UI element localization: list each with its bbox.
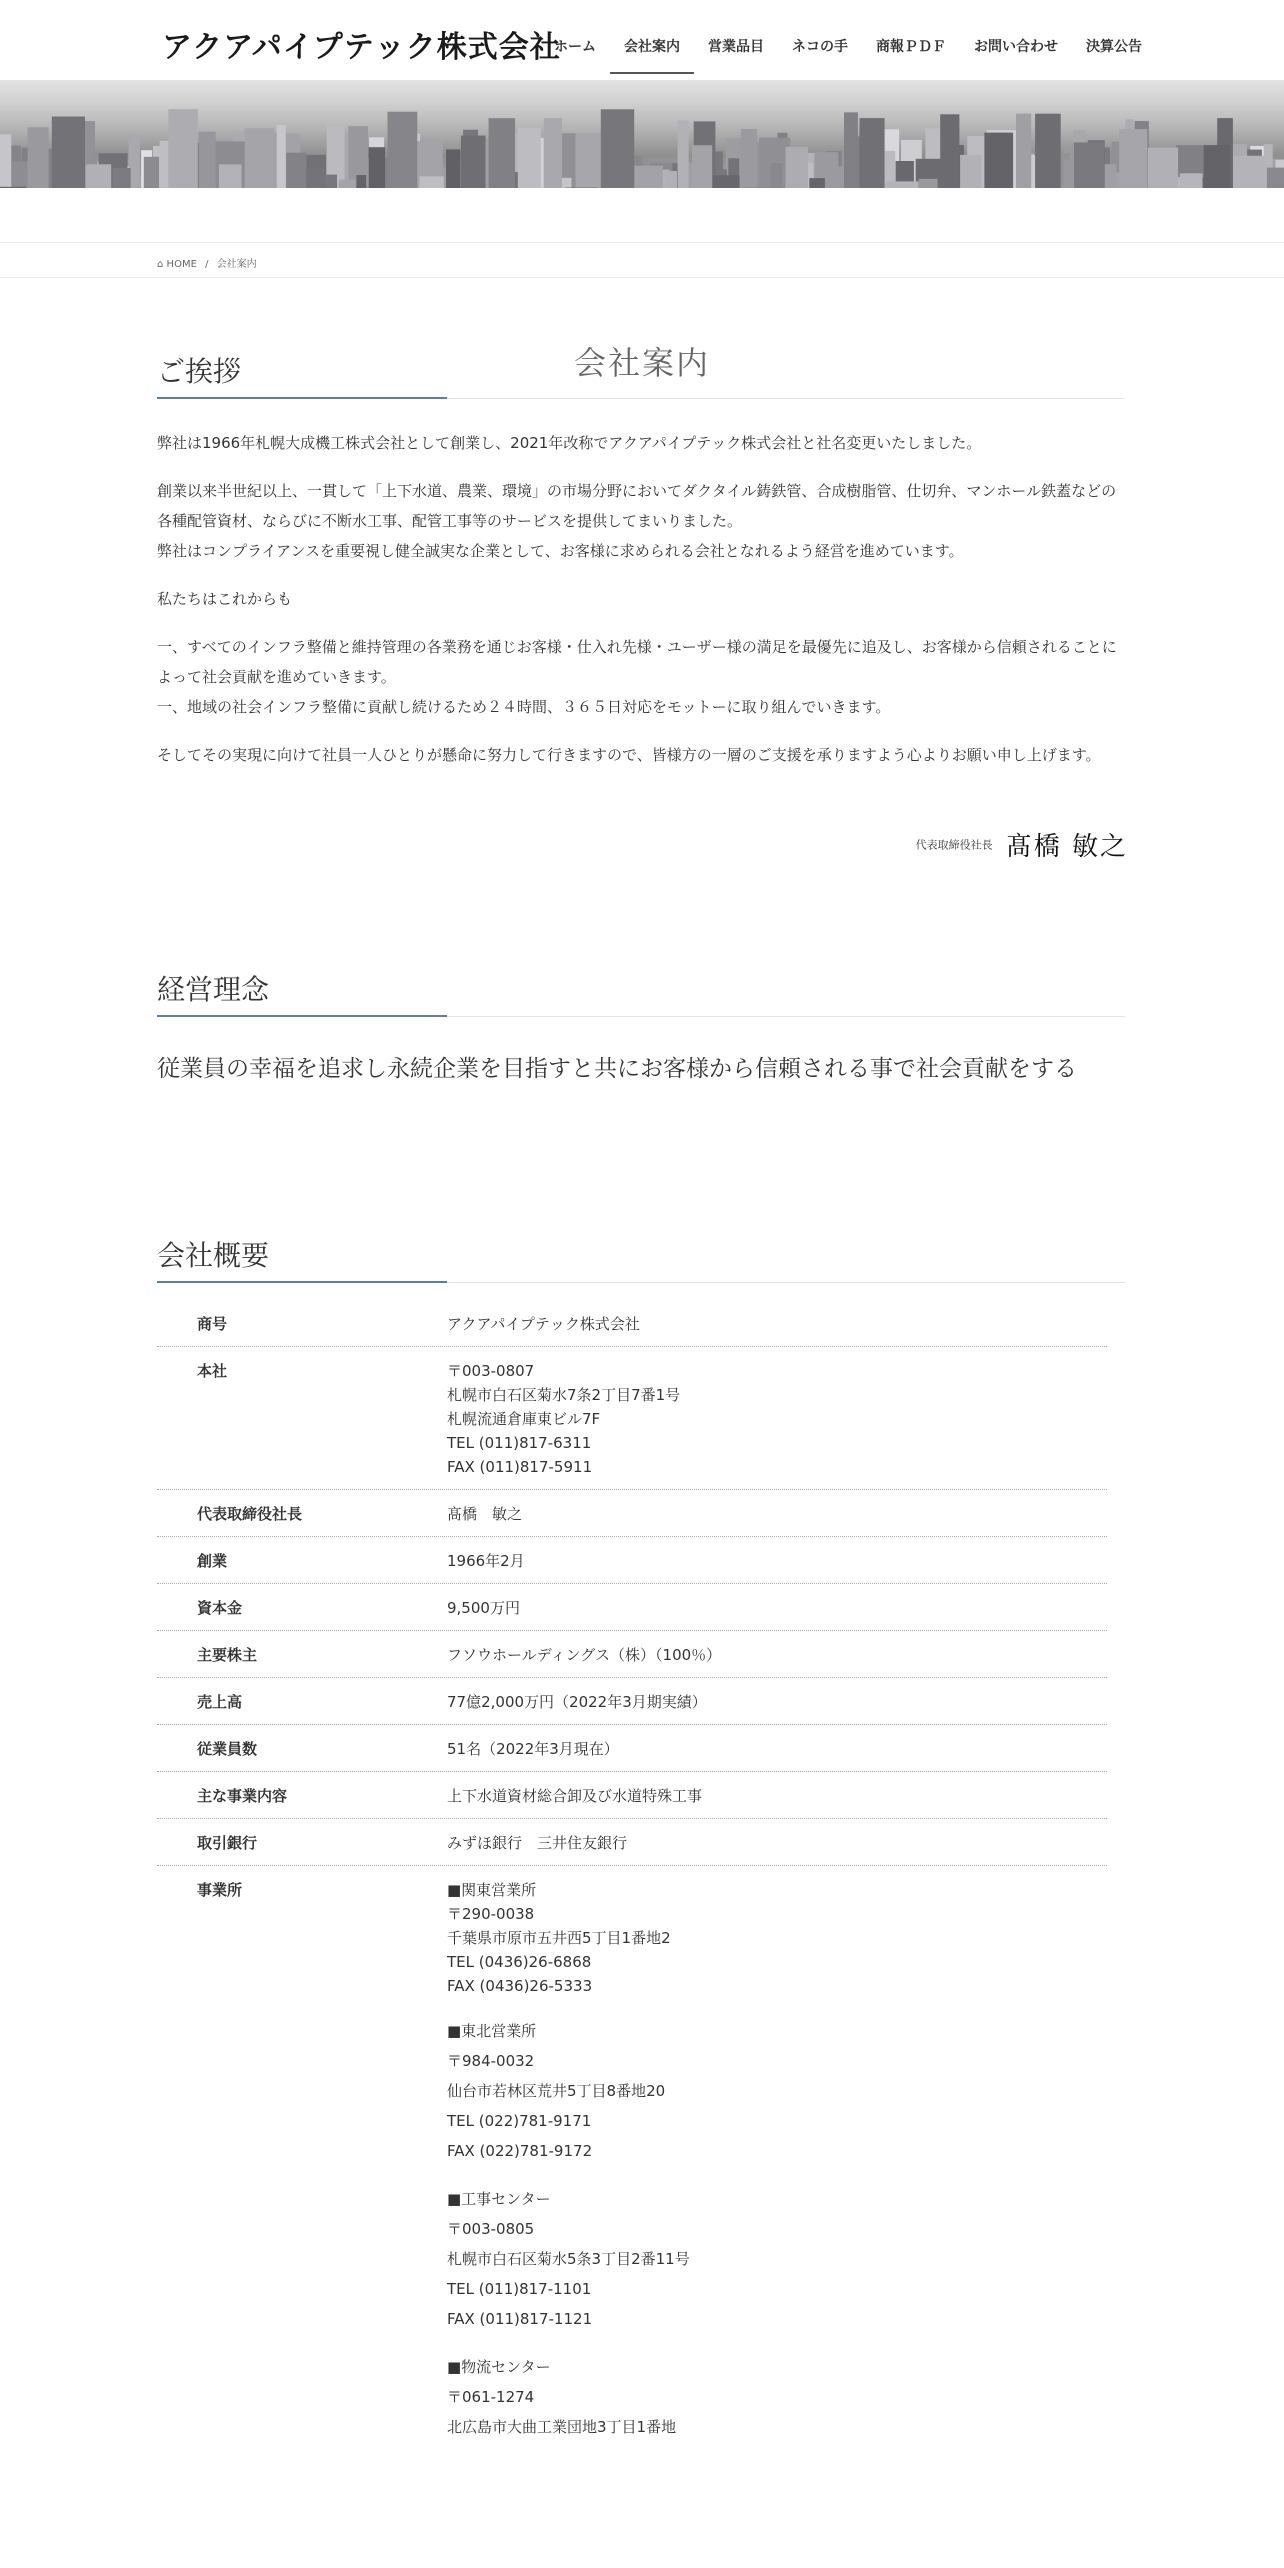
skyline-building — [713, 175, 740, 188]
value-line: FAX (011)817-1121 — [447, 2310, 593, 2328]
skyline-building — [0, 187, 26, 188]
greeting-heading: ご挨拶 — [157, 355, 242, 388]
row-value: 9,500万円 — [447, 1599, 520, 1617]
skyline-building — [1105, 164, 1117, 188]
value-line: FAX (0436)26-5333 — [447, 1977, 593, 1995]
skyline-building — [984, 133, 1013, 188]
skyline-building — [245, 128, 275, 188]
nav-item-nekonote[interactable]: ネコの手 — [792, 39, 848, 55]
skyline-building — [52, 117, 85, 189]
home-icon: ⌂ — [157, 259, 164, 270]
nav-item-pdf[interactable]: 商報ＰＤＦ — [876, 39, 946, 55]
skyline-building — [518, 128, 541, 188]
company-overview-table — [157, 1300, 1107, 2470]
skyline-building — [601, 109, 634, 188]
page-title: 会社案内 — [573, 344, 710, 382]
skyline-building — [771, 163, 782, 188]
row-label: 取引銀行 — [197, 1834, 258, 1852]
skyline-building — [826, 166, 844, 188]
table-row — [157, 1537, 1107, 1584]
skyline-building — [1233, 156, 1265, 188]
nav-item-products[interactable]: 営業品目 — [708, 39, 764, 55]
value-line: TEL (011)817-6311 — [447, 1434, 592, 1452]
skyline-building — [860, 118, 885, 188]
skyline-building — [356, 175, 366, 188]
value-line: 札幌市白石区菊水7条2丁目7番1号 — [447, 1386, 681, 1404]
table-row — [157, 1347, 1107, 1490]
value-line: ■物流センター — [447, 2358, 551, 2376]
skyline-building — [86, 164, 112, 188]
office-block — [447, 2352, 1107, 2442]
nav-item-company[interactable]: 会社案内 — [610, 0, 694, 74]
skyline-building — [1119, 129, 1147, 188]
breadcrumb — [157, 255, 257, 270]
skyline-building — [741, 129, 757, 188]
company-logo[interactable]: アクアパイプテック株式会社 — [162, 30, 561, 65]
overview-heading-block — [157, 1234, 1125, 1283]
row-value: みずほ銀行 三井住友銀行 — [447, 1834, 628, 1852]
value-line: 札幌流通倉庫東ビル7F — [447, 1410, 601, 1428]
skyline-building — [339, 180, 356, 188]
greeting-paragraph: そしてその実現に向けて社員一人ひとりが懸命に努力して行きますので、皆様方の一層のご支援を承りますよう心よりお願い申し上げます。 — [157, 746, 1101, 764]
value-line: ■関東営業所 — [447, 1881, 537, 1899]
skyline-building — [113, 168, 131, 188]
overview-heading: 会社概要 — [157, 1239, 270, 1272]
row-value: 髙橋 敏之 — [447, 1505, 523, 1523]
skyline-building — [446, 149, 460, 188]
skyline-building — [940, 114, 959, 188]
skyline-building — [919, 179, 938, 188]
row-label: 主要株主 — [197, 1646, 258, 1664]
row-label: 商号 — [197, 1315, 228, 1333]
heading-underline — [157, 397, 447, 399]
heading-underline — [157, 1015, 447, 1017]
skyline-building — [844, 112, 858, 188]
table-row — [157, 1678, 1107, 1725]
value-line: 〒003-0807 — [447, 1362, 535, 1380]
table-row — [157, 1819, 1107, 1866]
skyline-building — [144, 157, 159, 188]
nav-item-financial[interactable]: 決算公告 — [1086, 39, 1142, 55]
value-line: TEL (022)781-9171 — [447, 2112, 592, 2130]
row-label: 代表取締役社長 — [197, 1505, 303, 1523]
greeting-body — [157, 428, 1125, 788]
skyline-building — [885, 181, 918, 188]
skyline-building — [0, 134, 11, 188]
row-label: 事業所 — [197, 1881, 243, 1899]
value-line: TEL (011)817-1101 — [447, 2280, 592, 2298]
value-line: 〒984-0032 — [447, 2052, 535, 2070]
breadcrumb-home-link[interactable]: HOME — [166, 259, 197, 270]
row-value: フソウホールディングス（株）（100％） — [447, 1646, 722, 1664]
skyline-building — [277, 125, 286, 188]
signature — [700, 826, 1128, 863]
greeting-paragraph: 私たちはこれからも — [157, 590, 293, 608]
city-skyline-image — [0, 80, 1284, 188]
skyline-building — [692, 145, 712, 188]
row-label: 本社 — [197, 1362, 228, 1380]
skyline-building — [678, 120, 689, 188]
value-line: ■東北営業所 — [447, 2022, 537, 2040]
greeting-paragraph: 一、すべてのインフラ整備と維持管理の各業務を通じお客様・仕入れ先様・ユーザー様の満足を最優先に追及し、お客様から信頼されることによって社会貢献を進めていきます。 一、地域の社会インフラ整備に貢献し続けるため２４時間、３６５日対応をモットーに取り組んでいきます。 — [157, 638, 1117, 716]
value-line: TEL (0436)26-6868 — [447, 1953, 592, 1971]
skyline-building — [307, 168, 324, 188]
breadcrumb-bar — [0, 242, 1284, 278]
row-value: アクアパイプテック株式会社 — [447, 1315, 640, 1333]
skyline-building — [388, 112, 418, 188]
row-label: 創業 — [197, 1552, 228, 1570]
greeting-paragraph: 弊社は1966年札幌大成機工株式会社として創業し、2021年改称でアクアパイプテック株式会社と社名変更いたしました。 — [157, 434, 982, 452]
skyline-building — [461, 136, 486, 188]
table-row — [157, 1772, 1107, 1819]
row-value: 上下水道資材総合卸及び水道特殊工事 — [447, 1787, 703, 1805]
philosophy-heading-block — [157, 968, 1125, 1017]
table-row — [157, 1584, 1107, 1631]
office-block — [447, 1878, 1107, 1998]
value-line: ■工事センター — [447, 2190, 551, 2208]
value-line: 〒061-1274 — [447, 2388, 535, 2406]
row-value: 51名（2022年3月現在） — [447, 1740, 619, 1758]
table-row — [157, 1300, 1107, 1347]
table-row — [157, 1725, 1107, 1772]
philosophy-heading: 経営理念 — [157, 973, 270, 1006]
breadcrumb-current: 会社案内 — [216, 259, 257, 270]
row-label: 資本金 — [197, 1599, 243, 1617]
value-line: 北広島市大曲工業団地3丁目1番地 — [447, 2418, 677, 2436]
skyline-building — [544, 118, 562, 188]
breadcrumb-separator: / — [205, 259, 209, 270]
nav-item-contact[interactable]: お問い合わせ — [974, 39, 1058, 55]
skyline-building — [1267, 168, 1284, 188]
skyline-building — [286, 153, 306, 188]
office-block — [447, 2184, 1107, 2334]
skyline-building — [1064, 161, 1073, 189]
skyline-building — [219, 164, 242, 188]
skyline-building — [168, 109, 198, 188]
skyline-building — [667, 171, 678, 188]
signer-title: 代表取締役社長 — [915, 838, 993, 852]
site-header — [0, 0, 1284, 80]
skyline-building — [199, 132, 216, 188]
main-nav — [540, 0, 1156, 80]
hero-banner — [0, 80, 1284, 188]
value-line: 千葉県市原市五井西5丁目1番地2 — [447, 1929, 671, 1947]
greeting-paragraph: 創業以来半世紀以上、一貫して「上下水道、農業、環境」の市場分野においてダクタイル鋳鉄管、合成樹脂管、仕切弁、マンホール鉄蓋などの各種配管資材、ならびに不断水工事、配管工事等のサービスを提供してまいりました。 弊社はコンプライアンスを重要視し健全誠実な企業として、お客様に求められる会社となれるよう経営を進めています。 — [157, 482, 1117, 560]
heading-underline — [157, 1281, 447, 1283]
office-block — [447, 2016, 1107, 2166]
skyline-building — [489, 118, 515, 188]
value-line: FAX (022)781-9172 — [447, 2142, 593, 2160]
nav-item-home[interactable]: ホーム — [554, 39, 596, 55]
skyline-building — [1148, 148, 1178, 188]
table-row — [157, 1490, 1107, 1537]
value-line: 仙台市若林区荒井5丁目8番地20 — [447, 2082, 666, 2100]
philosophy-text: 従業員の幸福を追求し永続企業を目指すと共にお客様から信頼される事で社会貢献をする — [157, 1056, 1077, 1082]
skyline-building — [786, 147, 808, 188]
row-value — [447, 1878, 1107, 2460]
value-line: 〒003-0805 — [447, 2220, 535, 2238]
row-value: 1966年2月 — [447, 1552, 525, 1570]
skyline-building — [1204, 145, 1230, 188]
skyline-building — [1016, 114, 1031, 188]
skyline-building — [419, 176, 443, 188]
skyline-building — [325, 175, 337, 188]
row-value: 77億2,000万円（2022年3月期実績） — [447, 1693, 707, 1711]
skyline-building — [634, 166, 662, 188]
skyline-building — [369, 147, 386, 188]
value-line: FAX (011)817-5911 — [447, 1458, 593, 1476]
row-label: 主な事業内容 — [197, 1787, 288, 1805]
signer-name: 髙橋 敏之 — [1005, 832, 1128, 862]
skyline-building — [1035, 114, 1061, 188]
skyline-building — [1074, 142, 1104, 188]
table-row — [157, 1866, 1107, 2470]
row-label: 従業員数 — [197, 1740, 258, 1758]
skyline-building — [960, 155, 981, 188]
skyline-building — [1180, 173, 1203, 188]
skyline-building — [28, 127, 49, 188]
value-line: 札幌市白石区菊水5条3丁目2番11号 — [447, 2250, 690, 2268]
row-value — [447, 1359, 1107, 1479]
table-row — [157, 1631, 1107, 1678]
value-line: 〒290-0038 — [447, 1905, 535, 1923]
skyline-building — [809, 178, 825, 188]
row-label: 売上高 — [197, 1693, 243, 1711]
